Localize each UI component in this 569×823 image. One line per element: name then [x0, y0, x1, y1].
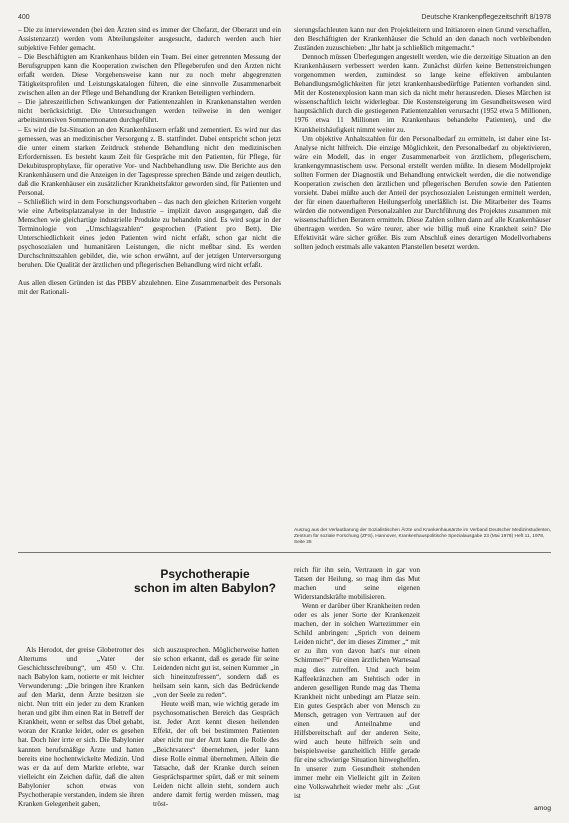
article-title-line1: Psychotherapie: [160, 567, 250, 581]
paragraph: sierungsfachleuten kann nur den Projektleitern und Initiatoren einen Grund verschaffen, den Beschäftigten der Krankenhäuser die Schuld an den danach noch verbleibenden Zuständen zuzuschieben: „Ihr habt ja schließlich mitgemacht.“: [294, 26, 551, 53]
paragraph: Wenn er darüber über Krankheiten reden oder es als jener Sorte der Krankenzeit machen, der in solchen Wartezimmer ein Schild anbringen: „Sprich von deinem Leiden nicht“, der im dieses Zimmer „“ mit er zu ihm von davon hatt's nur einen Schimmer?“ Für einen ärztlichen Wartesaal mag dies zutreffen. Und auch beim Kaffeekränzchen am Stehtisch oder in anderen geselligen Runde mag das Thema Krankheit nicht unbedingt am Platze sein. Ein gutes Gespräch aber von Mensch zu Mensch, getragen von Vertrauen auf der einen und Anteilnahme und Hilfsbereitschaft auf der anderen Seite, wird auch heute hilfreich sein und beispielsweise ganzheitlich Hilfe gerade für eine schwierige Situation hinweghelfen. In unserer zum Gesundheit stehenden immer mehr ein Vielleicht gilt in Zeiten eine Volkswahrheit wieder mehr als: „Gut ist: [294, 602, 420, 801]
page-header: [18, 14, 551, 24]
source-footnote: Auszug aus der Verlautbarung der Sozialistischen Ärzte und Krankenhausärzte im Verband Deutscher Medizinstudenten, Zentrum für soziale Forschung (ZFS), Hannover, Krankenhauspolitische Spezialausgabe 23 (Mai 1978) Heft 11, 1978, Seite 25: [294, 528, 552, 545]
paragraph: Dennoch müssen Überlegungen angestellt werden, wie die derzeitige Situation an den Krankenhäusern verbessert werden kann. Zunächst dürfen keine Bettenstreichungen vorgenommen werden, zumindest so lange keine effektiven ambulanten Behandlungsmöglichkeiten für jetzt krankenhausbedürftige Patienten vorhanden sind. Mit der Kostenexplosion kann man sich da nicht mehr herausreden. Dieses Märchen ist wissenschaftlich leicht widerlegbar. Die Kostensteigerung im Gesundheitswesen wird hauptsächlich durch die gestiegenen Patientenzahlen verursacht (1952 etwa 5 Millionen, 1976 etwa 11 Millionen im Krankenhaus behandelte Patienten), und die Krankheitshäufigkeit nimmt weiter zu.: [294, 53, 551, 134]
continued-marker: amog: [533, 805, 551, 812]
paragraph: Als Herodot, der greise Globetrotter des Altertums und „Vater der Geschichtsschreibung“, um 450 v. Chr. nach Babylon kam, notierte er mit leichter Verwunderung: „Die bringen ihre Kranken auf den Markt, denn Ärzte besitzen sie nicht. Nun tritt ein jeder zu dem Kranken heran und gibt ihm einen Rat in Betreff der Krankheit, wenn er selbst das Übel gehabt, woran der Kranke leidet, oder es gesehen hat. Doch hier irrte er sich. Die Babylonier kannten berufsmäßige Ärzte und hatten bereits eine hochentwickelte Medizin. Und was er da auf dem Markte erlebte, war vielleicht ein Zeichen dafür, daß die alten Babylonier schon etwas von Psychotherapie verstanden, indem sie ihren Kranken Gelegenheit gaben,: [18, 646, 144, 808]
paragraph: – Die zu interviewenden (bei den Ärzten sind es immer der Chefarzt, der Oberarzt und ein Assistenzarzt) werden vom Abteilungsleiter ausgesucht, dadurch werden auch hier subjektive Fehler gemacht.: [18, 26, 281, 53]
article-column-4: [428, 566, 554, 814]
page-number: 400: [18, 14, 30, 21]
article-title: [90, 567, 320, 595]
section-divider: [18, 552, 551, 553]
article-title-line2: schon im alten Babylon?: [133, 581, 277, 595]
paragraph: Heute weiß man, wie wichtig gerade im psychosomatischen Bereich das Gespräch ist. Jeder Arzt kennt diesen heilenden Effekt, der oft bei bestimmten Patienten aber nicht nur der Arzt kann die Rolle des „Beichtvaters“ übernehmen, jeder kann diese Rolle einmal übernehmen. Allein die Tatsache, daß der Kranke durch seinen Gesprächspartner spürt, daß er mit seinem Leiden nicht allein steht, sondern auch andere damit fertig werden müssen, mag tröst-: [153, 700, 279, 808]
paragraph: sich auszusprechen. Möglicherweise hatten sie schon erkannt, daß es gerade für seine Leidenden nicht gut ist, seinen Kummer „in sich hineinzufressen“, sondern daß es heilsam sein kann, sich das Bedrückende „von der Seele zu reden“.: [153, 646, 279, 700]
paragraph: – Es wird die Ist-Situation an den Krankenhäusern erfaßt und zementiert. Es wird nur das gemessen, was an medizinischer Versorgung z. B. stattfindet. Dabei entspricht schon jetzt die unter einem starken Zeitdruck stehende Behandlung nicht den medizinischen Erfordernissen. Es besteht kaum Zeit für Gespräche mit den Patienten, für Pflege, für Dekubitusprophylaxe, für operative Vor- und Nachbehandlung usw. Die Berichte aus den Krankenhäusern und die Anzeigen in der Tagespresse sprechen Bände und zeigen deutlich, daß die Krankenhäuser ein zusätzlicher Krankheitsfaktor geworden sind, für Patienten und Personal.: [18, 125, 281, 197]
article-column-2: [153, 646, 279, 814]
paragraph: – Die jahreszeitlichen Schwankungen der Patientenzahlen in Krankenanstalten werden nicht berücksichtigt. Die Untersuchungen werden teilweise in den weniger arbeitsintensiven Sommermonaten durchgeführt.: [18, 98, 281, 125]
article-column-1: [18, 646, 144, 814]
left-column: [18, 26, 281, 526]
paragraph: Aus allen diesen Gründen ist das PBBV abzulehnen. Eine Zusammenarbeit des Personals mit der Rationali-: [18, 279, 281, 297]
paragraph: reich für ihn sein, Vertrauen in gar von Tatsen der Heilung, so mag ihm das Mut machen und seine eigenen Widerstandskräfte mobilisieren.: [294, 566, 420, 602]
paragraph: Um objektive Anhaltszahlen für den Personalbedarf zu ermitteln, ist daher eine Ist-Analyse nicht hilfreich. Die einzige Möglichkeit, den Personalbedarf zu objektivieren, wäre ein Modell, das in enger Zusammenarbeit von ärztlichem, pflegerischem, krankengymnastischem usw. Personal erstellt werden müßte. In diesem Modellprojekt sollten Formen der Diagnostik und Behandlung entwickelt werden, die die notwendige Kooperation zwischen den ärztlichen und pflegerischen Berufen sowie den Patienten vorsieht. Dabei müßte auch der Anteil der psychosozialen Leistungen ermittelt werden, der für einen dauerhafteren Heilungserfolg unerläßlich ist. Die Mitarbeiter des Teams würden die notwendigen Personalzahlen zur Durchführung des Projektes zusammen mit wissenschaftlichen Beratern ermitteln. Diese Zahlen sollten dann auf alle Krankenhäuser übertragen werden. So wäre teurer, aber wie billig muß eine Krankheit sein? Die Effektivität wäre sicher größer. Bis zum Abschluß eines derartigen Modellvorhabens sollten jedoch erstmals alle vakanten Planstellen besetzt werden.: [294, 134, 551, 252]
paragraph: – Die Beschäftigten am Krankenhaus bilden ein Team. Bei einer getrennten Messung der Berufsgruppen kann die Kooperation zwischen den Pflegeberufen und den Ärzten nicht erfaßt werden. Diese Vorgehensweise kann nur zu noch mehr abgegrenzten Tätigkeitsprofilen und Leistungskatalogen führen, die eine sinnvolle Zusammenarbeit zwischen allen an der Pflege und Behandlung der Kranken Beteiligten verhindern.: [18, 53, 281, 98]
journal-title: Deutsche Krankenpflegezeitschrift 8/1978: [421, 14, 551, 21]
paragraph: – Schließlich wird in dem Forschungsvorhaben – das nach den gleichen Kriterien vorgeht wie eine Arbeitsplatzanalyse in der Industrie – implizit davon ausgegangen, daß die Menschen wie gleichartige industrielle Produkte zu behandeln sind. Es wird sogar in der Terminologie von „Umschlagszahlen“ gesprochen (Patient pro Bett). Die Unterschiedlichkeit eines jeden Patienten wird nicht erfaßt, schon gar nicht die psychosozialen und humanitären Leistungen, die nicht meßbar sind. Es werden Durchschnittszahlen gebildet, die, wie schon erwähnt, auf der jetzigen Unterversorgung beruhen. Die Qualität der ärztlichen und pflegerischen Behandlung wird nicht erfaßt.: [18, 197, 281, 270]
article-column-3: [294, 566, 420, 814]
right-column: [294, 26, 551, 510]
